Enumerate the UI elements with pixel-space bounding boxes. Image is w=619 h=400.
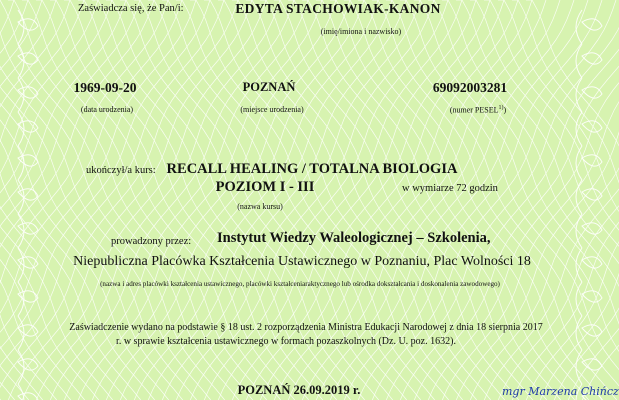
birth-date-caption: (data urodzenia) (80, 105, 134, 114)
course-hours: w wymiarze 72 godzin (402, 183, 498, 194)
completed-label: ukończył/a kurs: (86, 165, 156, 176)
birth-place: POZNAŃ (242, 80, 296, 94)
pesel-caption: (numer PESEL$^{1)}$) (449, 105, 507, 115)
institution-caption: (nazwa i adres placówki kształcenia ustawicznego, placówki kształceniaraktycznego lub ośrodka dokształcania i doskonalenia zawodowego) (100, 280, 500, 288)
institution-address: Niepubliczna Placówka Kształcenia Ustawicznego w Poznaniu, Plac Wolności 18 (73, 254, 531, 269)
course-name-line1: RECALL HEALING / TOTALNA BIOLOGIA (166, 161, 458, 177)
institution-name: Instytut Wiedzy Waleologicznej – Szkolenia, (217, 230, 491, 246)
name-caption: (imię/imiona i nazwisko) (320, 27, 402, 36)
course-caption: (nazwa kursu) (237, 202, 283, 211)
conducted-label: prowadzony przez: (111, 236, 192, 247)
birth-place-caption: (miejsce urodzenia) (240, 105, 304, 114)
legal-basis-line1: Zaświadczenie wydano na podstawie § 18 ust. 2 rozporządzenia Ministra Edukacji Narodowej z dnia 18 sierpnia 2017 (69, 322, 543, 333)
legal-basis-line2: r. w sprawie kształcenia ustawicznego w formach pozaszkolnych (Dz. U. poz. 1632). (116, 336, 456, 347)
birth-date: 1969-09-20 (73, 80, 137, 95)
pesel-number: 69092003281 (432, 80, 508, 95)
issue-place-date: POZNAŃ 26.09.2019 r. (237, 383, 361, 397)
recipient-name: EDYTA STACHOWIAK-KANON (235, 1, 441, 16)
signature-stamp: mgr Marzena Chińcz (502, 385, 619, 398)
certifies-label: Zaświadcza się, że Pan/i: (78, 3, 184, 14)
course-name-line2: POZIOM I - III (215, 179, 315, 195)
